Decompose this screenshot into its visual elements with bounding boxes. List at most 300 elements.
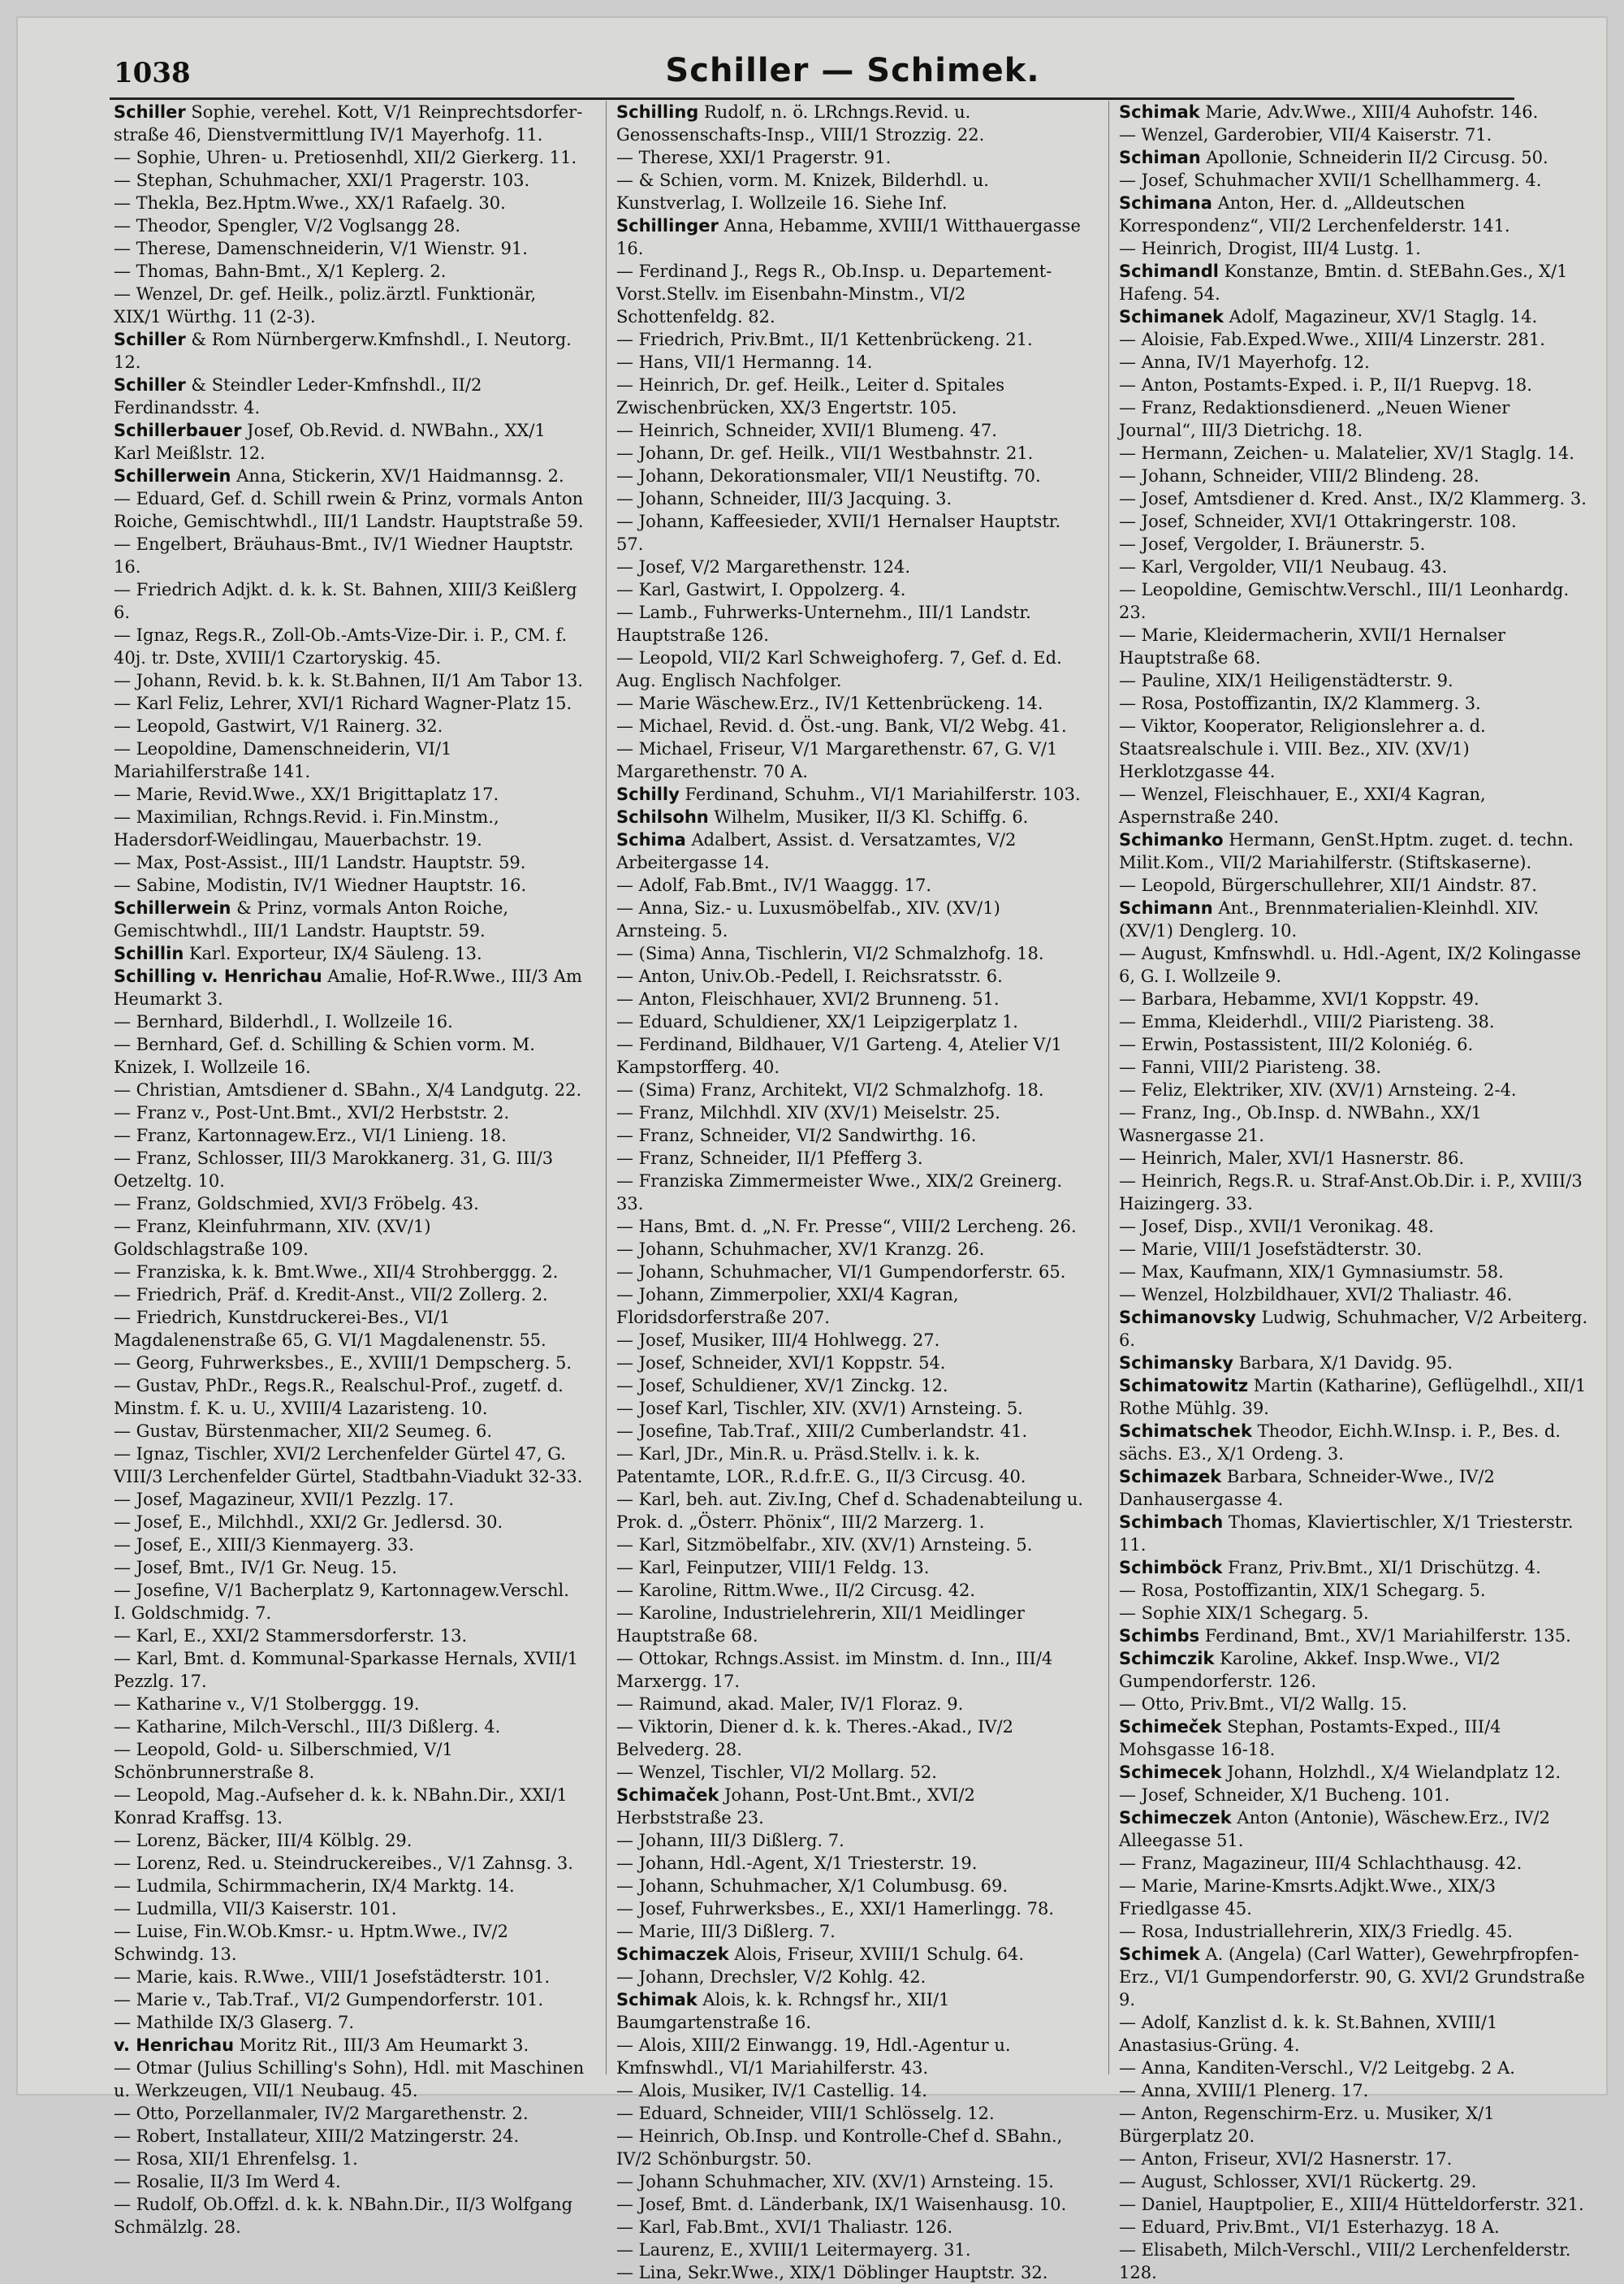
directory-entry: [1119, 396, 1592, 442]
entry-surname: Schillin: [114, 944, 184, 963]
directory-entry: [616, 1693, 1089, 1715]
entry-details: — Josef Karl, Tischler, XIV. (XV/1) Arnsteing. 5.: [616, 1399, 1023, 1418]
entry-details: — Wenzel, Dr. gef. Heilk., poliz.ärztl. Funktionär, XIX/1 Würthg. 11 (2-3).: [114, 284, 537, 327]
entry-details: — Otto, Priv.Bmt., VI/2 Wallg. 15.: [1119, 1694, 1407, 1714]
entry-details: — Josef, Amtsdiener d. Kred. Anst., IX/2 Klammerg. 3.: [1119, 489, 1587, 508]
entry-details: — Josef, Schneider, XVI/1 Ottakringerstr. 108.: [1119, 512, 1517, 531]
directory-entry: [114, 783, 586, 806]
entry-details: — August, Kmfnswhdl. u. Hdl.-Agent, IX/2 Kolingasse 6, G. I. Wollzeile 9.: [1119, 944, 1582, 986]
entry-details: — Max, Kaufmann, XIX/1 Gymnasiumstr. 58.: [1119, 1262, 1504, 1282]
directory-entry: [616, 692, 1089, 715]
directory-entry: [616, 1079, 1089, 1101]
directory-entry: [114, 1624, 586, 1647]
directory-entry: [616, 1124, 1089, 1147]
entry-details: — Michael, Revid. d. Öst.-ung. Bank, VI/2 Webg. 41.: [616, 716, 1067, 736]
entry-details: — Mathilde IX/3 Glaserg. 7.: [114, 2013, 355, 2032]
entry-details: — Friedrich, Präf. d. Kredit-Anst., VII/2 Zollerg. 2.: [114, 1285, 548, 1304]
directory-entry: [616, 897, 1089, 942]
entry-details: — Anton, Univ.Ob.-Pedell, I. Reichsratsstr. 6.: [616, 967, 1003, 986]
directory-entry: [616, 214, 1089, 260]
directory-entry: [1119, 1010, 1592, 1033]
entry-details: — Franziska Zimmermeister Wwe., XIX/2 Greinerg. 33.: [616, 1171, 1063, 1213]
directory-entry: [1119, 783, 1592, 828]
entry-details: Anna, Stickerin, XV/1 Haidmannsg. 2.: [231, 466, 564, 486]
directory-entry: [616, 1647, 1089, 1693]
entry-details: Barbara, X/1 Davidg. 95.: [1233, 1353, 1453, 1373]
directory-entry: [114, 1147, 586, 1192]
directory-entry: [616, 1761, 1089, 1784]
text-columns: [114, 101, 1592, 2282]
directory-entry: [114, 487, 586, 533]
entry-details: — Marie v., Tab.Traf., VI/2 Gumpendorferstr. 101.: [114, 1990, 544, 2009]
directory-entry: [616, 715, 1089, 738]
entry-details: — Erwin, Postassistent, III/2 Koloniég. 6.: [1119, 1035, 1474, 1054]
directory-entry: [114, 465, 586, 487]
directory-entry: [616, 442, 1089, 465]
entry-details: — Josefine, V/1 Bacherplatz 9, Kartonnagew.Verschl. I. Goldschmidg. 7.: [114, 1581, 569, 1623]
entry-details: — Engelbert, Bräuhaus-Bmt., IV/1 Wiedner Hauptstr. 16.: [114, 534, 574, 577]
directory-entry: [616, 374, 1089, 419]
entry-details: — Marie, kais. R.Wwe., VIII/1 Josefstädterstr. 101.: [114, 1967, 551, 1987]
entry-details: Sophie, verehel. Kott, V/1 Reinprechtsdorfer-straße 46, Dienstvermittlung IV/1 Mayerhofg. 11.: [114, 102, 583, 145]
entry-details: — Karl, JDr., Min.R. u. Präsd.Stellv. i. k. k. Patentamte, LOR., R.d.fr.E. G., II/3 Circusg. 40.: [616, 1444, 1026, 1486]
entry-details: — Karl, Gastwirt, I. Oppolzerg. 4.: [616, 580, 906, 599]
directory-entry: [616, 578, 1089, 601]
entry-details: — Ferdinand, Bildhauer, V/1 Garteng. 4, Atelier V/1 Kampstorfferg. 40.: [616, 1035, 1062, 1077]
entry-details: — Laurenz, E., XVIII/1 Leitermayerg. 31.: [616, 2240, 971, 2260]
directory-entry: [114, 1852, 586, 1875]
directory-entry: [114, 806, 586, 851]
entry-surname: Schimböck: [1119, 1558, 1223, 1577]
directory-entry: [1119, 1784, 1592, 1806]
entry-details: Ferdinand, Bmt., XV/1 Mariahilferstr. 135.: [1199, 1626, 1571, 1646]
entry-details: — Sabine, Modistin, IV/1 Wiedner Hauptstr. 16.: [114, 876, 527, 895]
directory-entry: [616, 1147, 1089, 1170]
entry-details: — (Sima) Anna, Tischlerin, VI/2 Schmalzhofg. 18.: [616, 944, 1044, 963]
directory-entry: [114, 1488, 586, 1511]
entry-details: — Johann, Revid. b. k. k. St.Bahnen, II/1 Am Tabor 13.: [114, 671, 584, 690]
entry-details: Johann, Holzhdl., X/4 Wielandplatz 12.: [1221, 1763, 1561, 1782]
directory-entry: [616, 1943, 1089, 1966]
directory-entry: [114, 192, 586, 214]
entry-details: — Franz, Schneider, II/1 Pfefferg 3.: [616, 1148, 923, 1168]
directory-entry: [114, 1875, 586, 1897]
entry-details: — Fanni, VIII/2 Piaristeng. 38.: [1119, 1058, 1382, 1077]
directory-entry: [1119, 1761, 1592, 1784]
entry-details: Wilhelm, Musiker, II/3 Kl. Schiffg. 6.: [708, 807, 1029, 827]
entry-details: — Josef, Schuldiener, XV/1 Zinckg. 12.: [616, 1376, 948, 1395]
entry-details: — Franz, Schlosser, III/3 Marokkanerg. 31, G. III/3 Oetzeltg. 10.: [114, 1148, 554, 1191]
directory-entry: [1119, 578, 1592, 624]
directory-entry: [616, 1897, 1089, 1920]
directory-entry: [114, 1079, 586, 1101]
directory-entry: [114, 2057, 586, 2102]
entry-details: — Maximilian, Rchngs.Revid. i. Fin.Minstm., Hadersdorf-Weidlingau, Mauerbachstr. 19.: [114, 807, 499, 850]
directory-entry: [616, 2261, 1089, 2284]
entry-details: — Pauline, XIX/1 Heiligenstädterstr. 9.: [1119, 671, 1453, 690]
entry-details: — Eduard, Schneider, VIII/1 Schlösselg. 12.: [616, 2104, 995, 2123]
entry-surname: Schilling: [616, 102, 699, 122]
directory-entry: [114, 2034, 586, 2057]
entry-surname: Schimecek: [1119, 1763, 1222, 1782]
directory-entry: [1119, 874, 1592, 897]
entry-details: — Karl, Fab.Bmt., XVI/1 Thaliastr. 126.: [616, 2217, 953, 2237]
directory-entry: [114, 874, 586, 897]
entry-details: Johann, Post-Unt.Bmt., XVI/2 Herbststraße 23.: [616, 1785, 975, 1828]
directory-entry: [616, 2170, 1089, 2193]
directory-entry: [1119, 2102, 1592, 2148]
directory-entry: [1119, 442, 1592, 465]
entry-surname: Schimatowitz: [1119, 1376, 1249, 1395]
entry-details: — Wenzel, Tischler, VI/2 Mollarg. 52.: [616, 1763, 937, 1782]
directory-entry: [616, 1283, 1089, 1329]
directory-entry: [114, 1374, 586, 1420]
entry-details: — Karl, Vergolder, VII/1 Neubaug. 43.: [1119, 557, 1448, 577]
directory-entry: [1119, 1579, 1592, 1602]
entry-details: — Rudolf, Ob.Offzl. d. k. k. NBahn.Dir., II/3 Wolfgang Schmälzlg. 28.: [114, 2195, 573, 2237]
directory-page: [16, 16, 1608, 2282]
directory-entry: [114, 1010, 586, 1033]
entry-details: Rudolf, n. ö. LRchngs.Revid. u. Genossenschafts-Insp., VIII/1 Strozzig. 22.: [616, 102, 985, 145]
directory-entry: [616, 1715, 1089, 1761]
entry-surname: Schilling v. Henrichau: [114, 967, 322, 986]
entry-details: — Lamb., Fuhrwerks-Unternehm., III/1 Landstr. Hauptstraße 126.: [616, 603, 1031, 645]
directory-entry: [616, 1966, 1089, 1988]
entry-details: Karl. Exporteur, IX/4 Säuleng. 13.: [184, 944, 482, 963]
entry-details: — Anna, Kanditen-Verschl., V/2 Leitgebg. 2 A.: [1119, 2058, 1515, 2078]
directory-entry: [114, 1215, 586, 1261]
directory-entry: [616, 1443, 1089, 1488]
entry-details: — Gustav, Bürstenmacher, XII/2 Seumeg. 6.: [114, 1421, 492, 1441]
entry-details: — Karl, beh. aut. Ziv.Ing, Chef d. Schadenabteilung u. Prok. d. „Österr. Phönix“, III/2 Marzerg. 1.: [616, 1490, 1084, 1532]
entry-details: Josef, Ob.Revid. d. NWBahn., XX/1 Karl Meißlstr. 12.: [114, 421, 546, 463]
entry-details: — Sophie, Uhren- u. Pretiosenhdl, XII/2 Gierkerg. 11.: [114, 148, 577, 167]
directory-entry: [114, 1511, 586, 1533]
entry-details: Martin (Katharine), Geflügelhdl., XII/1 Rothe Mühlg. 39.: [1119, 1376, 1587, 1418]
entry-surname: Schimanek: [1119, 307, 1224, 327]
column-2: [606, 101, 1089, 2282]
directory-entry: [1119, 1647, 1592, 1693]
directory-entry: [1119, 2193, 1592, 2216]
entry-details: Moritz Rit., III/3 Am Heumarkt 3.: [234, 2035, 529, 2055]
entry-surname: Schimek: [1119, 1944, 1200, 1964]
directory-entry: [1119, 897, 1592, 942]
entry-details: — Luise, Fin.W.Ob.Kmsr.- u. Hptm.Wwe., IV/2 Schwindg. 13.: [114, 1922, 508, 1964]
entry-details: — Emma, Kleiderhdl., VIII/2 Piaristeng. 38.: [1119, 1012, 1495, 1032]
entry-details: — Franz, Kleinfuhrmann, XIV. (XV/1) Goldschlagstraße 109.: [114, 1217, 431, 1259]
directory-entry: [114, 1306, 586, 1352]
entry-details: — Wenzel, Fleischhauer, E., XXI/4 Kagran, Aspernstraße 240.: [1119, 785, 1486, 827]
directory-entry: [114, 965, 586, 1010]
entry-details: Alois, k. k. Rchngsf hr., XII/1 Baumgartenstraße 16.: [616, 1990, 950, 2032]
directory-entry: [1119, 1511, 1592, 1556]
directory-entry: [1119, 1624, 1592, 1647]
entry-details: & Steindler Leder-Kmfnshdl., II/2 Ferdinandsstr. 4.: [114, 375, 482, 417]
directory-entry: [616, 2034, 1089, 2079]
entry-details: — Anton, Friseur, XVI/2 Hasnerstr. 17.: [1119, 2149, 1453, 2169]
directory-entry: [616, 2193, 1089, 2216]
directory-entry: [1119, 2148, 1592, 2170]
directory-entry: [1119, 101, 1592, 123]
directory-entry: [1119, 988, 1592, 1010]
directory-entry: [616, 1920, 1089, 1943]
header-rule: [110, 97, 1514, 100]
directory-entry: [616, 965, 1089, 988]
directory-entry: [1119, 1943, 1592, 2011]
entry-details: — Wenzel, Garderobier, VII/4 Kaiserstr. 71.: [1119, 125, 1492, 145]
directory-entry: [616, 1420, 1089, 1443]
entry-details: — Stephan, Schuhmacher, XXI/1 Pragerstr. 103.: [114, 171, 530, 190]
directory-entry: [1119, 305, 1592, 328]
entry-details: — Leopoldine, Damenschneiderin, VI/1 Mariahilferstraße 141.: [114, 739, 452, 781]
entry-details: — Rosa, Postoffizantin, IX/2 Klammerg. 3.: [1119, 694, 1481, 713]
directory-entry: [114, 1988, 586, 2011]
entry-details: — Raimund, akad. Maler, IV/1 Floraz. 9.: [616, 1694, 964, 1714]
entry-details: — Robert, Installateur, XIII/2 Matzingerstr. 24.: [114, 2126, 520, 2146]
directory-entry: [616, 1533, 1089, 1556]
entry-details: — Karl, Bmt. d. Kommunal-Sparkasse Hernals, XVII/1 Pezzlg. 17.: [114, 1649, 578, 1691]
directory-entry: [114, 851, 586, 874]
directory-entry: [114, 374, 586, 419]
directory-entry: [1119, 533, 1592, 556]
directory-entry: [114, 2102, 586, 2125]
directory-entry: [114, 1533, 586, 1556]
entry-details: — Gustav, PhDr., Regs.R., Realschul-Prof., zugetf. d. Minstm. f. K. u. U., XVIII/4 Lazaristeng. 10.: [114, 1376, 564, 1418]
entry-details: — Anton, Regenschirm-Erz. u. Musiker, X/1 Bürgerplatz 20.: [1119, 2104, 1495, 2146]
directory-entry: [616, 988, 1089, 1010]
column-3: [1108, 101, 1592, 2282]
entry-details: — Franz, Schneider, VI/2 Sandwirthg. 16.: [616, 1126, 977, 1145]
directory-entry: [1119, 1374, 1592, 1420]
entry-details: — Johann, Hdl.-Agent, X/1 Triesterstr. 19.: [616, 1854, 978, 1873]
entry-details: — Michael, Friseur, V/1 Margarethenstr. 67, G. V/1 Margarethenstr. 70 A.: [616, 739, 1058, 781]
directory-entry: [1119, 192, 1592, 237]
directory-entry: [1119, 123, 1592, 146]
entry-details: — Josef, Schneider, X/1 Bucheng. 101.: [1119, 1785, 1450, 1805]
entry-surname: Schiman: [1119, 148, 1201, 167]
directory-entry: [114, 1715, 586, 1738]
directory-entry: [114, 715, 586, 738]
directory-entry: [1119, 1306, 1592, 1352]
entry-surname: Schimanko: [1119, 830, 1224, 850]
entry-details: — Lorenz, Red. u. Steindruckereibes., V/1 Zahnsg. 3.: [114, 1854, 573, 1873]
entry-details: — Daniel, Hauptpolier, E., XIII/4 Hütteldorferstr. 321.: [1119, 2195, 1584, 2214]
entry-details: — August, Schlosser, XVI/1 Rückertg. 29.: [1119, 2172, 1477, 2191]
directory-entry: [114, 1647, 586, 1693]
directory-entry: [114, 1966, 586, 1988]
directory-entry: [1119, 556, 1592, 578]
entry-details: Theodor, Eichh.W.Insp. i. P., Bes. d. sächs. E3., X/1 Ordeng. 3.: [1119, 1421, 1561, 1464]
directory-entry: [616, 874, 1089, 897]
directory-entry: [114, 2193, 586, 2239]
directory-entry: [1119, 237, 1592, 260]
entry-surname: Schiller: [114, 375, 186, 395]
directory-entry: [1119, 328, 1592, 351]
directory-entry: [1119, 828, 1592, 874]
directory-entry: [1119, 1852, 1592, 1875]
entry-details: — Marie Wäschew.Erz., IV/1 Kettenbrückeng. 14.: [616, 694, 1043, 713]
directory-entry: [616, 647, 1089, 692]
entry-details: — Johann, III/3 Dißlerg. 7.: [616, 1831, 844, 1850]
entry-details: & Prinz, vormals Anton Roiche, Gemischtwhdl., III/1 Landstr. Hauptstr. 59.: [114, 898, 509, 941]
directory-entry: [114, 2170, 586, 2193]
entry-details: — Max, Post-Assist., III/1 Landstr. Hauptstr. 59.: [114, 853, 526, 872]
entry-details: — Christian, Amtsdiener d. SBahn., X/4 Landgutg. 22.: [114, 1080, 582, 1100]
directory-entry: [616, 351, 1089, 374]
directory-entry: [114, 101, 586, 146]
directory-entry: [1119, 1420, 1592, 1465]
directory-entry: [1119, 146, 1592, 169]
directory-entry: [616, 601, 1089, 647]
entry-details: Barbara, Schneider-Wwe., IV/2 Danhausergasse 4.: [1119, 1467, 1495, 1509]
directory-entry: [1119, 1238, 1592, 1261]
entry-details: — Theodor, Spengler, V/2 Voglsangg 28.: [114, 216, 460, 236]
directory-entry: [616, 1852, 1089, 1875]
directory-entry: [114, 1192, 586, 1215]
directory-entry: [616, 942, 1089, 965]
entry-details: & Rom Nürnbergerw.Kmfnshdl., I. Neutorg. 12.: [114, 330, 572, 372]
directory-entry: [114, 1579, 586, 1624]
entry-details: — Josef, E., Milchhdl., XXI/2 Gr. Jedlersd. 30.: [114, 1512, 503, 1532]
entry-details: — Eduard, Priv.Bmt., VI/1 Esterhazyg. 18 A.: [1119, 2217, 1500, 2237]
entry-details: — Johann, Kaffeesieder, XVII/1 Hernalser Hauptstr. 57.: [616, 512, 1061, 554]
entry-details: Apollonie, Schneiderin II/2 Circusg. 50.: [1200, 148, 1548, 167]
entry-details: — Josef, V/2 Margarethenstr. 124.: [616, 557, 911, 577]
directory-entry: [1119, 1101, 1592, 1147]
directory-entry: [114, 692, 586, 715]
entry-surname: Schima: [616, 830, 686, 850]
directory-entry: [114, 419, 586, 465]
directory-entry: [114, 146, 586, 169]
directory-entry: [1119, 692, 1592, 715]
directory-entry: [114, 2011, 586, 2034]
directory-entry: [616, 1215, 1089, 1238]
entry-details: — Josef, Bmt., IV/1 Gr. Neug. 15.: [114, 1558, 398, 1577]
entry-details: — Rosa, XII/1 Ehrenfelsg. 1.: [114, 2149, 358, 2169]
entry-details: — Alois, XIII/2 Einwangg. 19, Hdl.-Agentur u. Kmfnswhdl., VI/1 Mariahilferstr. 43.: [616, 2035, 1011, 2078]
entry-surname: Schimeczek: [1119, 1808, 1232, 1828]
directory-entry: [114, 1738, 586, 1784]
directory-entry: [114, 260, 586, 283]
entry-surname: Schillinger: [616, 216, 719, 236]
entry-details: — Heinrich, Schneider, XVII/1 Blumeng. 47.: [616, 421, 997, 440]
entry-details: — Friedrich, Priv.Bmt., II/1 Kettenbrückeng. 21.: [616, 330, 1033, 349]
entry-details: Ludwig, Schuhmacher, V/2 Arbeiterg. 6.: [1119, 1308, 1588, 1350]
entry-details: — Ignaz, Tischler, XVI/2 Lerchenfelder Gürtel 47, G. VIII/3 Lerchenfelder Gürtel, Stadtbahn-Viadukt 32-33.: [114, 1444, 583, 1486]
entry-details: Karoline, Akkef. Insp.Wwe., VI/2 Gumpendorferstr. 126.: [1119, 1649, 1501, 1691]
directory-entry: [114, 897, 586, 942]
entry-details: — Barbara, Hebamme, XVI/1 Koppstr. 49.: [1119, 989, 1479, 1009]
entry-details: — Adolf, Kanzlist d. k. k. St.Bahnen, XVIII/1 Anastasius-Grüng. 4.: [1119, 2013, 1498, 2055]
entry-details: — Rosa, Industriallehrerin, XIX/3 Friedlg. 45.: [1119, 1922, 1513, 1941]
directory-entry: [114, 1556, 586, 1579]
entry-details: — Leopold, Bürgerschullehrer, XII/1 Aindstr. 87.: [1119, 876, 1537, 895]
directory-entry: [616, 738, 1089, 783]
directory-entry: [1119, 1693, 1592, 1715]
entry-details: — Marie, Revid.Wwe., XX/1 Brigittaplatz 17.: [114, 785, 499, 804]
directory-entry: [1119, 1056, 1592, 1079]
entry-details: — Bernhard, Gef. d. Schilling & Schien vorm. M. Knizek, I. Wollzeile 16.: [114, 1035, 535, 1077]
entry-details: — Anna, XVIII/1 Plenerg. 17.: [1119, 2081, 1369, 2100]
directory-entry: [1119, 1352, 1592, 1374]
entry-details: Anton, Her. d. „Alldeutschen Korrespondenz“, VII/2 Lerchenfelderstr. 141.: [1119, 193, 1510, 236]
directory-entry: [114, 1693, 586, 1715]
entry-surname: Schiller: [114, 102, 186, 122]
entry-surname: Schimbs: [1119, 1626, 1200, 1646]
entry-details: — Franz, Magazineur, III/4 Schlachthausg. 42.: [1119, 1854, 1522, 1873]
entry-details: — Hans, Bmt. d. „N. Fr. Presse“, VIII/2 Lercheng. 26.: [616, 1217, 1077, 1236]
directory-entry: [114, 1829, 586, 1852]
entry-details: — Therese, Damenschneiderin, V/1 Wienstr. 91.: [114, 239, 528, 258]
entry-details: — Johann, Zimmerpolier, XXI/4 Kagran, Floridsdorferstraße 207.: [616, 1285, 959, 1327]
directory-entry: [616, 1374, 1089, 1397]
entry-details: — Bernhard, Bilderhdl., I. Wollzeile 16.: [114, 1012, 453, 1032]
entry-details: — Otmar (Julius Schilling's Sohn), Hdl. mit Maschinen u. Werkzeugen, VII/1 Neubaug. 45.: [114, 2058, 585, 2100]
directory-entry: [114, 1352, 586, 1374]
entry-details: — Viktorin, Diener d. k. k. Theres.-Akad., IV/2 Belvederg. 28.: [616, 1717, 1013, 1759]
directory-entry: [1119, 1170, 1592, 1215]
directory-entry: [616, 2102, 1089, 2125]
directory-entry: [1119, 1465, 1592, 1511]
directory-entry: [1119, 1920, 1592, 1943]
entry-details: — Franz, Goldschmied, XVI/3 Fröbelg. 43.: [114, 1194, 479, 1213]
entry-details: — Heinrich, Regs.R. u. Straf-Anst.Ob.Dir. i. P., XVIII/3 Haizingerg. 33.: [1119, 1171, 1583, 1213]
directory-entry: [616, 1261, 1089, 1283]
directory-entry: [114, 738, 586, 783]
entry-details: — Leopoldine, Gemischtw.Verschl., III/1 Leonhardg. 23.: [1119, 580, 1570, 622]
directory-entry: [616, 1352, 1089, 1374]
column-1: [114, 101, 586, 2237]
entry-details: — Franz v., Post-Unt.Bmt., XVI/2 Herbststr. 2.: [114, 1103, 510, 1123]
directory-entry: [114, 1101, 586, 1124]
directory-entry: [616, 1101, 1089, 1124]
entry-details: — Marie, III/3 Dißlerg. 7.: [616, 1922, 836, 1941]
directory-entry: [1119, 1806, 1592, 1852]
entry-details: — Elisabeth, Milch-Verschl., VIII/2 Lerchenfelderstr. 128.: [1119, 2240, 1571, 2282]
entry-details: — Leopold, Mag.-Aufseher d. k. k. NBahn.Dir., XXI/1 Konrad Kraffsg. 13.: [114, 1785, 568, 1828]
directory-entry: [616, 1397, 1089, 1420]
directory-entry: [1119, 2170, 1592, 2193]
directory-entry: [114, 2148, 586, 2170]
directory-entry: [114, 1920, 586, 1966]
entry-details: — Rosalie, II/3 Im Werd 4.: [114, 2172, 341, 2191]
directory-entry: [1119, 1147, 1592, 1170]
entry-details: — Josef, Bmt. d. Länderbank, IX/1 Waisenhausg. 10.: [616, 2195, 1067, 2214]
entry-details: — Josef, Fuhrwerksbes., E., XXI/1 Hamerlingg. 78.: [616, 1899, 1055, 1918]
directory-entry: [616, 487, 1089, 510]
entry-details: — Anna, Siz.- u. Luxusmöbelfab., XIV. (XV/1) Arnsteing. 5.: [616, 898, 1000, 941]
entry-surname: Schimansky: [1119, 1353, 1233, 1373]
entry-details: — Karoline, Industrielehrerin, XII/1 Meidlinger Hauptstraße 68.: [616, 1603, 1025, 1646]
directory-entry: [616, 1488, 1089, 1533]
entry-surname: Schimbach: [1119, 1512, 1224, 1532]
directory-entry: [616, 2239, 1089, 2261]
entry-details: — Ludmila, Schirmmacherin, IX/4 Marktg. 14.: [114, 1876, 515, 1896]
directory-entry: [616, 1875, 1089, 1897]
directory-entry: [1119, 1261, 1592, 1283]
entry-details: — Franz, Milchhdl. XIV (XV/1) Meiselstr. 25.: [616, 1103, 1000, 1123]
entry-details: — Johann, Schneider, VIII/2 Blindeng. 28.: [1119, 466, 1479, 486]
directory-entry: [1119, 1215, 1592, 1238]
entry-details: — Johann, Schneider, III/3 Jacquing. 3.: [616, 489, 952, 508]
entry-surname: Schimak: [1119, 102, 1200, 122]
entry-details: Marie, Adv.Wwe., XIII/4 Auhofstr. 146.: [1199, 102, 1539, 122]
entry-details: — Leopold, Gold- u. Silberschmied, V/1 Schönbrunnerstraße 8.: [114, 1740, 453, 1782]
entry-details: — Josef, E., XIII/3 Kienmayerg. 33.: [114, 1535, 414, 1555]
directory-entry: [616, 1010, 1089, 1033]
entry-details: Ant., Brennmaterialien-Kleinhdl. XIV. (XV/1) Denglerg. 10.: [1119, 898, 1540, 941]
directory-entry: [1119, 510, 1592, 533]
